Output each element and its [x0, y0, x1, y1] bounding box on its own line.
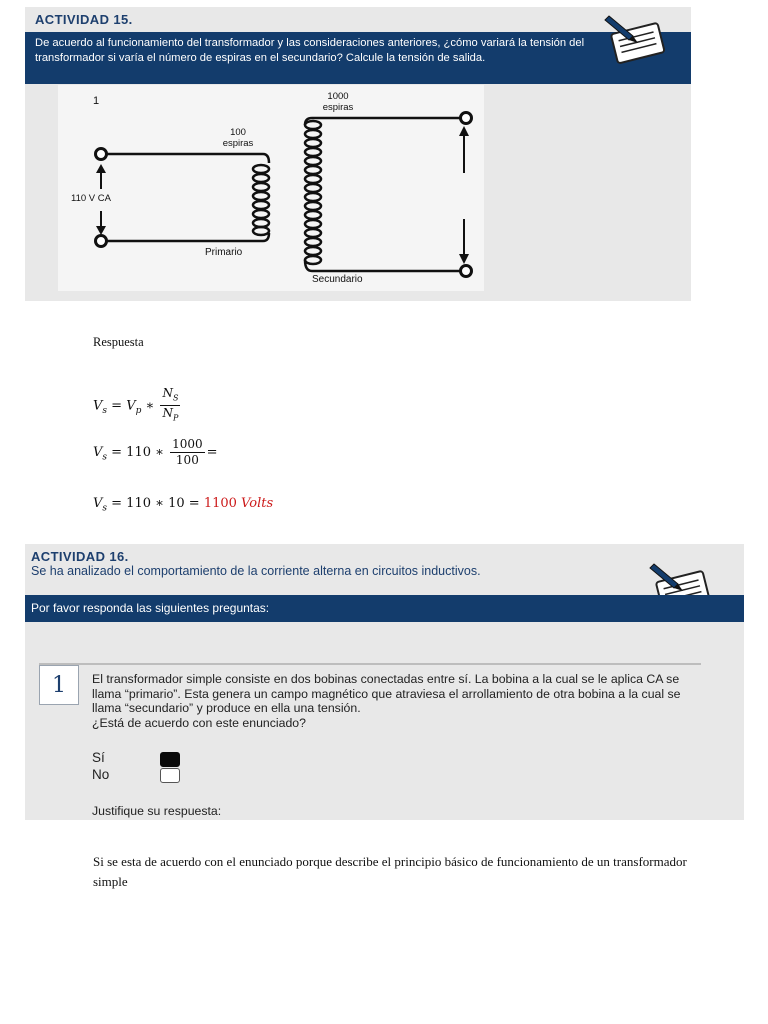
activity-15-question: De acuerdo al funcionamiento del transformador y las consideraciones anteriores, ¿cómo variará la tensión del transformador si varía el número de espiras en el secundario? Calcule la tensión de salida.	[35, 37, 585, 64]
transformer-schematic	[58, 85, 484, 291]
activity-16-intro: Se ha analizado el comportamiento de la corriente alterna en circuitos inductivos.	[31, 564, 481, 578]
result-unit: Volts	[241, 496, 274, 511]
activity-16-instruction: Por favor responda las siguientes preguntas:	[31, 601, 270, 615]
input-voltage-label: 110 V CA	[71, 193, 111, 204]
primary-label: Primario	[205, 247, 243, 258]
activity-16-panel	[25, 544, 744, 820]
transformer-diagram	[58, 85, 484, 291]
secondary-turns-label: 1000 espiras	[322, 91, 354, 113]
formula-line: $V_s = V_p$ ∗ $\frac{N_S}{N_P}$	[93, 386, 182, 426]
secondary-label: Secundario	[312, 274, 363, 285]
activity-15-question-bar	[25, 32, 691, 84]
question-divider	[39, 663, 701, 665]
step2-line: $V_s = 110$ ∗ 10 = 1100 Volts	[93, 496, 274, 514]
answer-text: Si se esta de acuerdo con el enunciado porque describe el principio básico de funcionamiento de un transformador simple	[93, 854, 687, 889]
option-si-label: Sí	[92, 750, 105, 765]
figure-number: 1	[93, 95, 100, 107]
activity-15-title: ACTIVIDAD 15.	[35, 12, 133, 27]
response-label: Respuesta	[93, 335, 144, 349]
question-statement: El transformador simple consiste en dos bobinas conectadas entre sí. La bobina a la cual se le aplica CA se llama “primario”. Esta genera un campo magnético que atraviesa el arrollamiento de otra bobina a la cual se llama “secundario” y produce en ella una tensión.	[92, 672, 681, 716]
activity-16-instruction-bar	[25, 595, 744, 622]
question-prompt: ¿Está de acuerdo con este enunciado?	[92, 715, 306, 730]
primary-turns-label: 100 espiras	[222, 127, 254, 149]
formula-fraction: $\frac{N_S}{N_P}$	[162, 386, 179, 423]
step1-line: $V_s = 110$ ∗ $\frac{1000}{100}$ =	[93, 437, 218, 467]
notepad-pencil-icon	[603, 10, 673, 64]
question-1	[92, 672, 708, 730]
activity-16-title: ACTIVIDAD 16.	[31, 549, 129, 564]
activity-15-panel	[25, 7, 691, 301]
justify-label: Justifique su respuesta:	[92, 804, 222, 818]
option-si-checkbox[interactable]	[160, 752, 180, 767]
result-value: 1100	[203, 496, 237, 511]
option-no-label: No	[92, 767, 110, 782]
question-number-box: 1	[39, 665, 79, 705]
option-no-checkbox[interactable]	[160, 768, 180, 783]
step1-fraction: $\frac{1000}{100}$	[172, 437, 203, 467]
